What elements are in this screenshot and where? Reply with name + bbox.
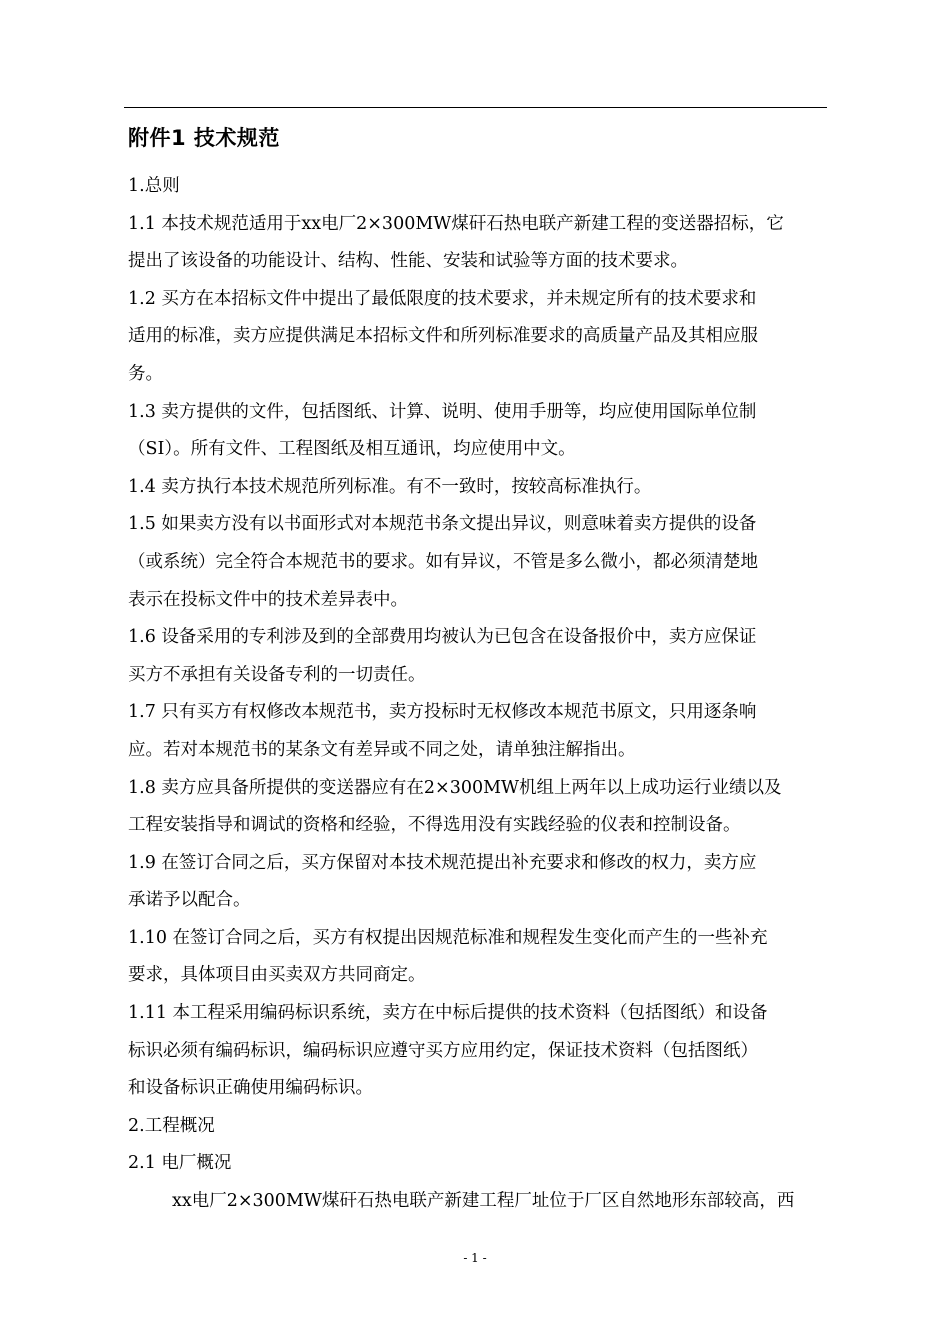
subsection-heading-plant-overview: 2.1 电厂概况 (128, 1153, 232, 1174)
document-title: 附件1 技术规范 (128, 126, 280, 150)
clause-1-5-line-3: 表示在投标文件中的技术差异表中。 (128, 589, 408, 610)
clause-1-1-line-2: 提出了该设备的功能设计、结构、性能、安装和试验等方面的技术要求。 (128, 251, 688, 272)
clause-1-11-line-1: 1.11 本工程采用编码标识系统，卖方在中标后提供的技术资料（包括图纸）和设备 (128, 1003, 768, 1024)
clause-1-9-line-1: 1.9 在签订合同之后，买方保留对本技术规范提出补充要求和修改的权力，卖方应 (128, 852, 757, 873)
section-heading-general: 1.总则 (128, 176, 180, 196)
clause-1-2-line-3: 务。 (128, 363, 163, 384)
clause-1-10-line-2: 要求，具体项目由买卖双方共同商定。 (128, 965, 426, 986)
clause-1-5-line-2: （或系统）完全符合本规范书的要求。如有异议，不管是多么微小，都必须清楚地 (128, 551, 758, 572)
clause-1-8-line-1: 1.8 卖方应具备所提供的变送器应有在2×300MW机组上两年以上成功运行业绩以及 (128, 777, 782, 798)
clause-1-6-line-1: 1.6 设备采用的专利涉及到的全部费用均被认为已包含在设备报价中，卖方应保证 (128, 627, 757, 648)
clause-1-5-line-1: 1.5 如果卖方没有以书面形式对本规范书条文提出异议，则意味着卖方提供的设备 (128, 514, 757, 535)
page-number: - 1 - (463, 1251, 487, 1265)
clause-1-1-line-1: 1.1 本技术规范适用于xx电厂2×300MW煤矸石热电联产新建工程的变送器招标，它 (128, 213, 784, 234)
clause-1-11-line-2: 标识必须有编码标识，编码标识应遵守买方应用约定，保证技术资料（包括图纸） (128, 1040, 758, 1061)
clause-1-6-line-2: 买方不承担有关设备专利的一切责任。 (128, 664, 426, 685)
plant-overview-paragraph-line-1: xx电厂2×300MW煤矸石热电联产新建工程厂址位于厂区自然地形东部较高，西 (172, 1191, 795, 1212)
clause-1-4-line-1: 1.4 卖方执行本技术规范所列标准。有不一致时，按较高标准执行。 (128, 476, 652, 497)
clause-1-10-line-1: 1.10 在签订合同之后，买方有权提出因规范标准和规程发生变化而产生的一些补充 (128, 927, 768, 948)
clause-1-9-line-2: 承诺予以配合。 (128, 890, 251, 911)
clause-1-8-line-2: 工程安装指导和调试的资格和经验，不得选用没有实践经验的仪表和控制设备。 (128, 815, 741, 836)
clause-1-7-line-2: 应。若对本规范书的某条文有差异或不同之处，请单独注解指出。 (128, 739, 636, 760)
clause-1-3-line-2: （SI）。所有文件、工程图纸及相互通讯，均应使用中文。 (128, 439, 576, 460)
clause-1-7-line-1: 1.7 只有买方有权修改本规范书，卖方投标时无权修改本规范书原文，只用逐条响 (128, 702, 757, 723)
clause-1-3-line-1: 1.3 卖方提供的文件，包括图纸、计算、说明、使用手册等，均应使用国际单位制 (128, 401, 757, 422)
header-rule (124, 107, 827, 108)
clause-1-2-line-2: 适用的标准，卖方应提供满足本招标文件和所列标准要求的高质量产品及其相应服 (128, 326, 758, 347)
document-body (128, 168, 830, 1221)
clause-1-11-line-3: 和设备标识正确使用编码标识。 (128, 1078, 373, 1099)
clause-1-2-line-1: 1.2 买方在本招标文件中提出了最低限度的技术要求，并未规定所有的技术要求和 (128, 288, 757, 309)
section-heading-project-overview: 2.工程概况 (128, 1115, 215, 1136)
